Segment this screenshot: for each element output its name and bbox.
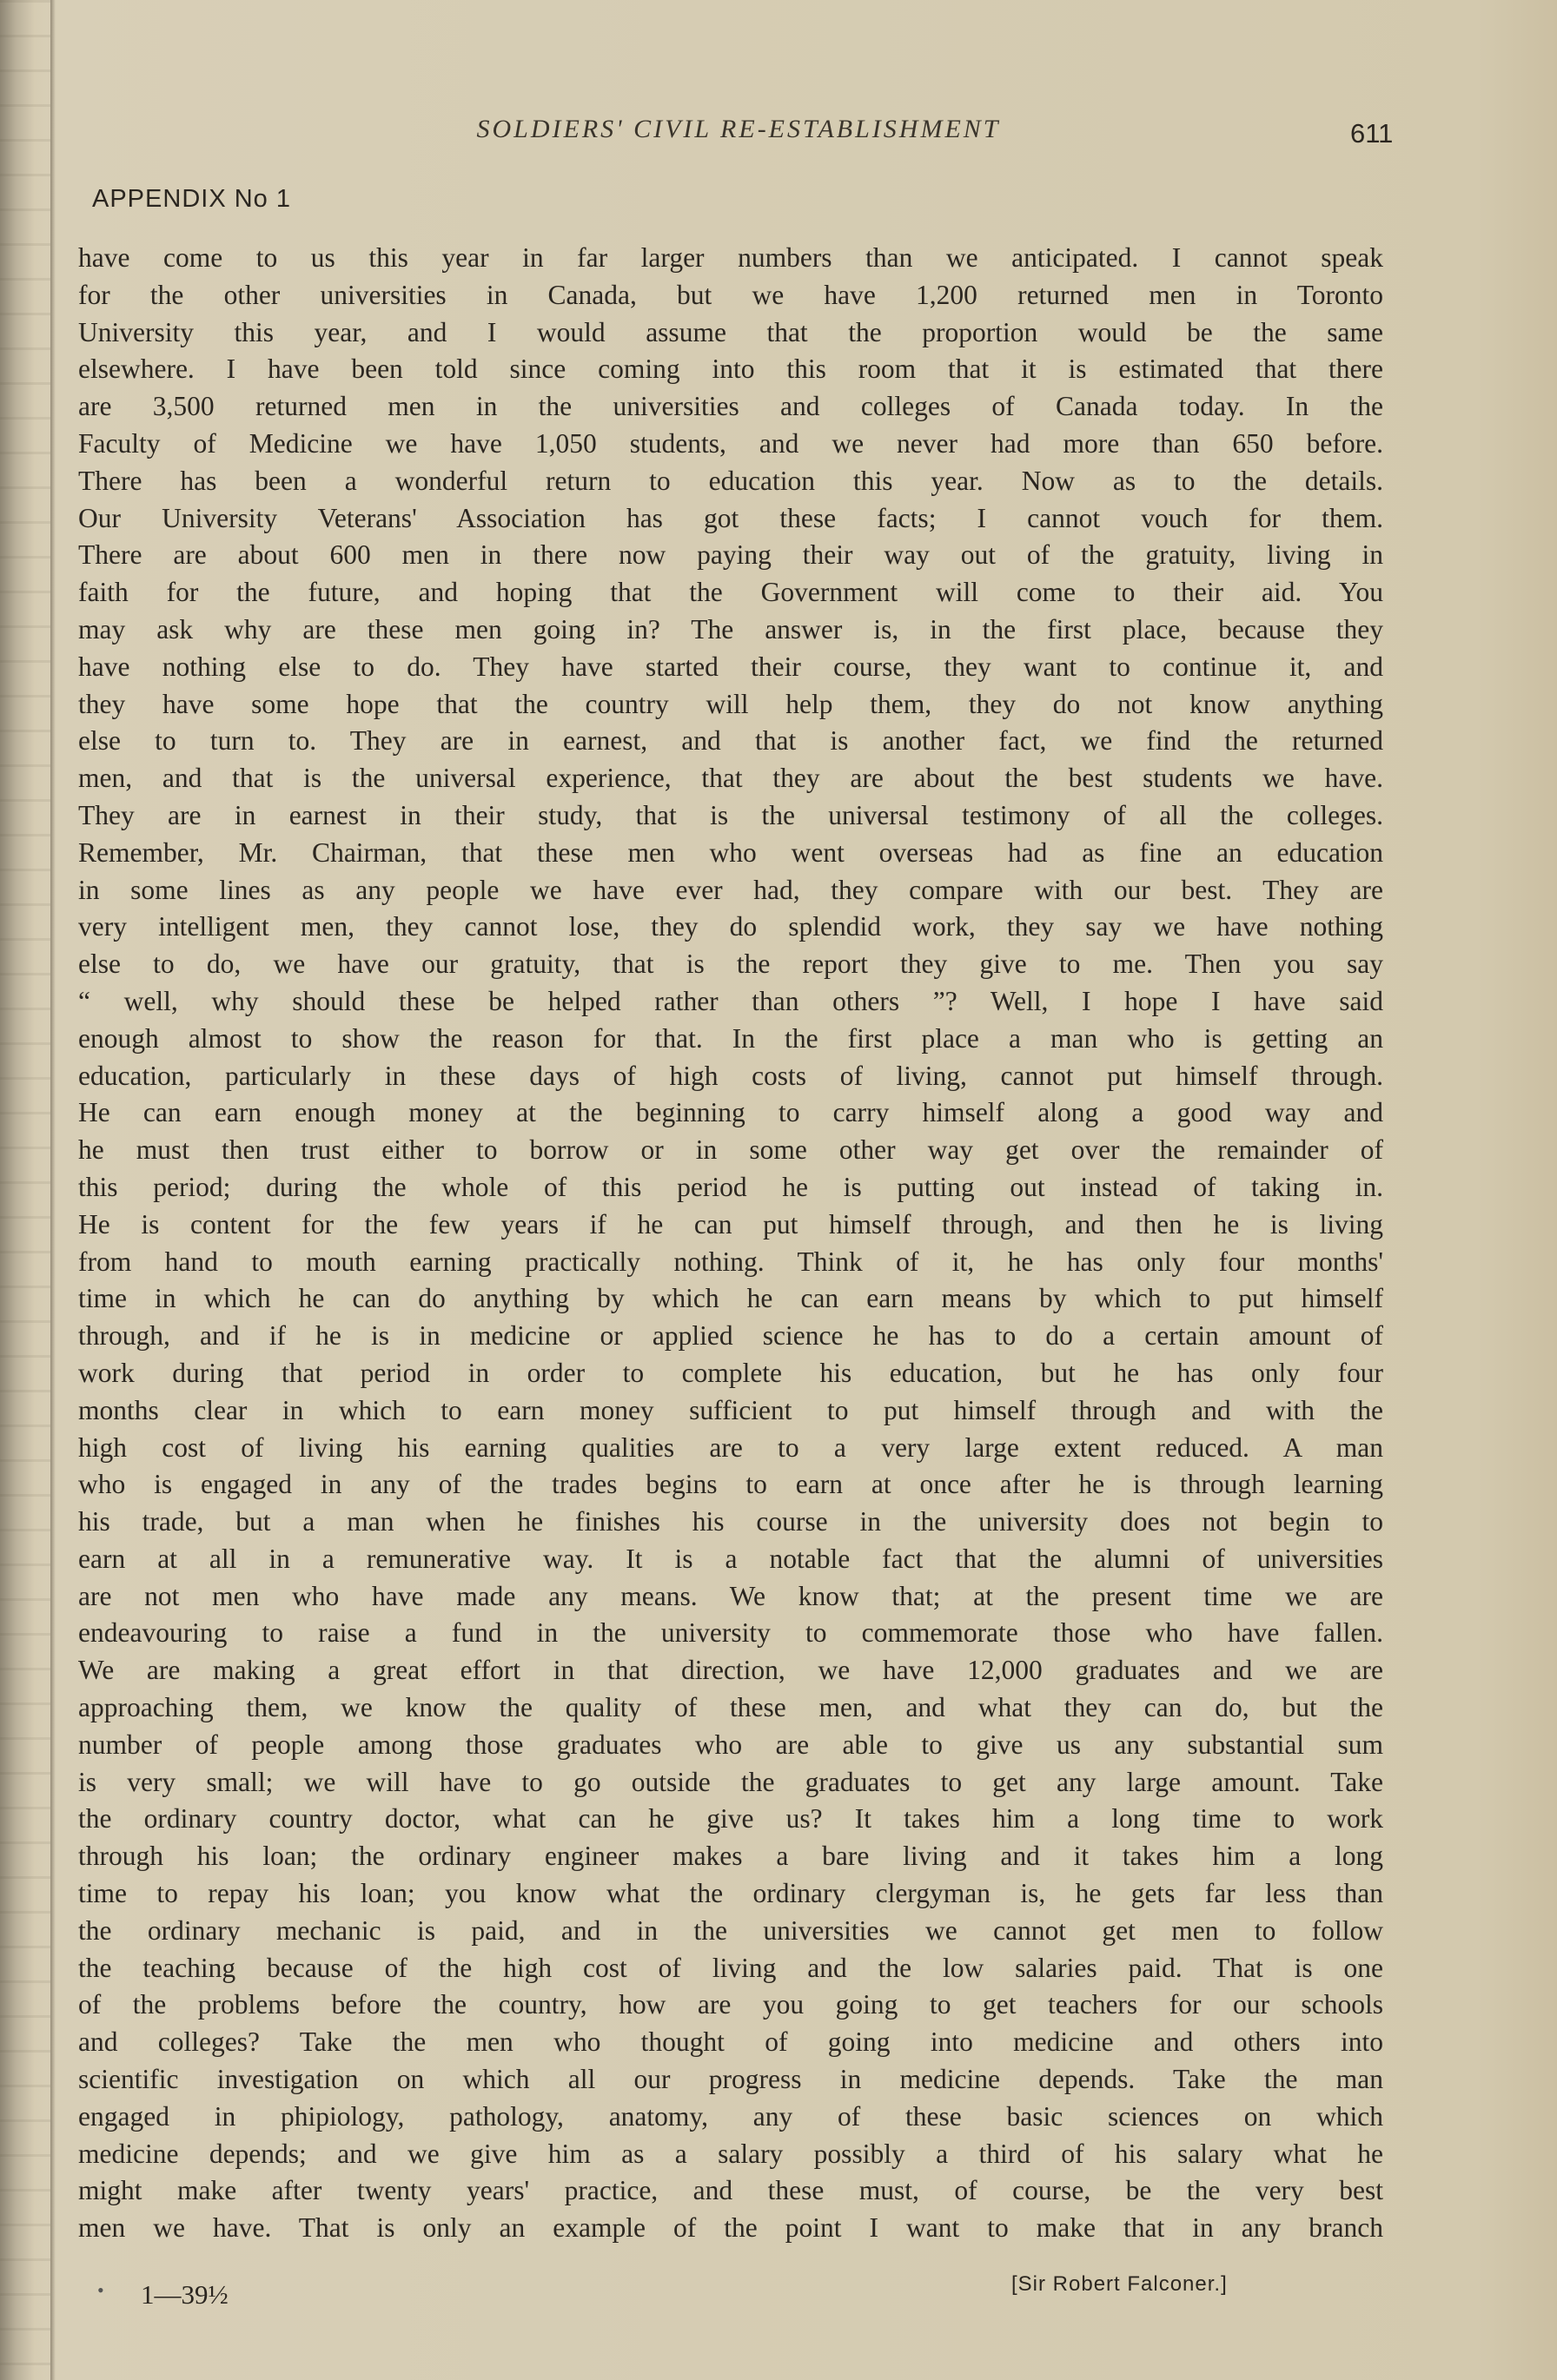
text-line: approaching them, we know the quality of these men, and what they can do, but the xyxy=(78,1692,1383,1723)
text-line: University this year, and I would assume that the proportion would be the same xyxy=(78,316,1383,347)
text-line: this period; during the whole of this period he is putting out instead of taking in. xyxy=(78,1171,1383,1202)
text-line: endeavouring to raise a fund in the university to commemorate those who have fallen. xyxy=(78,1617,1383,1649)
text-line: men, and that is the universal experience, that they are about the best students we have. xyxy=(78,763,1383,794)
text-line: the ordinary country doctor, what can he give us? It takes him a long time to work xyxy=(78,1803,1383,1835)
text-line: There has been a wonderful return to education this year. Now as to the details. xyxy=(78,465,1383,496)
text-line: the teaching because of the high cost of living and the low salaries paid. That is one xyxy=(78,1952,1383,1983)
text-line: from hand to mouth earning practically nothing. Think of it, he has only four months' xyxy=(78,1246,1383,1277)
text-line: enough almost to show the reason for that. In the first place a man who is getting an xyxy=(78,1022,1383,1054)
footer-bullet: • xyxy=(97,2279,104,2301)
page-number: 611 xyxy=(1350,118,1394,149)
text-line: Remember, Mr. Chairman, that these men who went overseas had as fine an education xyxy=(78,836,1383,868)
text-line: time to repay his loan; you know what the ordinary clergyman is, he gets far less than xyxy=(78,1878,1383,1909)
page-binding-gutter xyxy=(0,0,50,2380)
gutter-shadow xyxy=(50,0,56,2380)
text-line: have come to us this year in far larger numbers than we anticipated. I cannot speak xyxy=(78,242,1383,273)
text-line: time in which he can do anything by which he can earn means by which to put himself xyxy=(78,1283,1383,1314)
text-line: his trade, but a man when he finishes his course in the university does not begin to xyxy=(78,1506,1383,1537)
text-line: who is engaged in any of the trades begins to earn at once after he is through learning xyxy=(78,1469,1383,1500)
text-line: of the problems before the country, how are you going to get teachers for our schools xyxy=(78,1989,1383,2020)
text-line: education, particularly in these days of high costs of living, cannot put himself through. xyxy=(78,1060,1383,1091)
text-line: He is content for the few years if he can put himself through, and then he is living xyxy=(78,1208,1383,1240)
text-line: through his loan; the ordinary engineer makes a bare living and it takes him a long xyxy=(78,1841,1383,1872)
text-line: in some lines as any people we have ever had, they compare with our best. They are xyxy=(78,874,1383,905)
text-line: engaged in phipiology, pathology, anatomy, any of these basic sciences on which xyxy=(78,2100,1383,2132)
text-line: faith for the future, and hoping that the Government will come to their aid. You xyxy=(78,577,1383,608)
text-line: There are about 600 men in there now paying their way out of the gratuity, living in xyxy=(78,539,1383,571)
text-line: Our University Veterans' Association has got these facts; I cannot vouch for them. xyxy=(78,502,1383,533)
appendix-label: APPENDIX No 1 xyxy=(92,185,291,213)
text-line: scientific investigation on which all our progress in medicine depends. Take the man xyxy=(78,2064,1383,2095)
text-line: medicine depends; and we give him as a salary possibly a third of his salary what he xyxy=(78,2138,1383,2169)
text-line: are 3,500 returned men in the universities and colleges of Canada today. In the xyxy=(78,391,1383,422)
text-line: We are making a great effort in that direction, we have 12,000 graduates and we are xyxy=(78,1655,1383,1686)
text-line: through, and if he is in medicine or applied science he has to do a certain amount of xyxy=(78,1320,1383,1352)
text-line: Faculty of Medicine we have 1,050 students, and we never had more than 650 before. xyxy=(78,427,1383,459)
text-line: high cost of living his earning qualities are to a very large extent reduced. A man xyxy=(78,1431,1383,1463)
text-line: work during that period in order to complete his education, but he has only four xyxy=(78,1357,1383,1388)
text-line: else to turn to. They are in earnest, and that is another fact, we find the returned xyxy=(78,725,1383,757)
text-line: He can earn enough money at the beginning to carry himself along a good way and xyxy=(78,1097,1383,1128)
body-paragraph xyxy=(78,240,1383,2247)
text-line: is very small; we will have to go outside the graduates to get any large amount. Take xyxy=(78,1766,1383,1797)
text-line: “ well, why should these be helped rather than others ”? Well, I hope I have said xyxy=(78,985,1383,1016)
text-line: They are in earnest in their study, that is the universal testimony of all the colleges. xyxy=(78,799,1383,830)
text-line: earn at all in a remunerative way. It is a notable fact that the alumni of universities xyxy=(78,1543,1383,1574)
running-title: SOLDIERS' CIVIL RE-ESTABLISHMENT xyxy=(476,115,1001,143)
text-line: men we have. That is only an example of the point I want to make that in any branch xyxy=(78,2212,1383,2244)
text-line: for the other universities in Canada, but we have 1,200 returned men in Toronto xyxy=(78,279,1383,310)
text-line: may ask why are these men going in? The answer is, in the first place, because they xyxy=(78,613,1383,645)
text-line: have nothing else to do. They have started their course, they want to continue it, and xyxy=(78,651,1383,682)
text-line: might make after twenty years' practice, and these must, of course, be the very best xyxy=(78,2175,1383,2206)
text-line: are not men who have made any means. We know that; at the present time we are xyxy=(78,1580,1383,1611)
text-line: he must then trust either to borrow or in some other way get over the remainder of xyxy=(78,1134,1383,1166)
sheet-signature-mark: 1—39½ xyxy=(141,2279,229,2310)
text-line: they have some hope that the country will help them, they do not know anything xyxy=(78,688,1383,719)
text-line: number of people among those graduates who are able to give us any substantial sum xyxy=(78,1729,1383,1760)
text-line: elsewhere. I have been told since coming into this room that it is estimated that there xyxy=(78,354,1383,385)
text-line: months clear in which to earn money sufficient to put himself through and with the xyxy=(78,1394,1383,1425)
speaker-attribution: [Sir Robert Falconer.] xyxy=(1011,2272,1228,2296)
text-line: the ordinary mechanic is paid, and in the universities we cannot get men to follow xyxy=(78,1914,1383,1946)
text-line: very intelligent men, they cannot lose, they do splendid work, they say we have nothing xyxy=(78,911,1383,942)
text-line: and colleges? Take the men who thought of going into medicine and others into xyxy=(78,2026,1383,2058)
text-line: else to do, we have our gratuity, that is the report they give to me. Then you say xyxy=(78,949,1383,980)
